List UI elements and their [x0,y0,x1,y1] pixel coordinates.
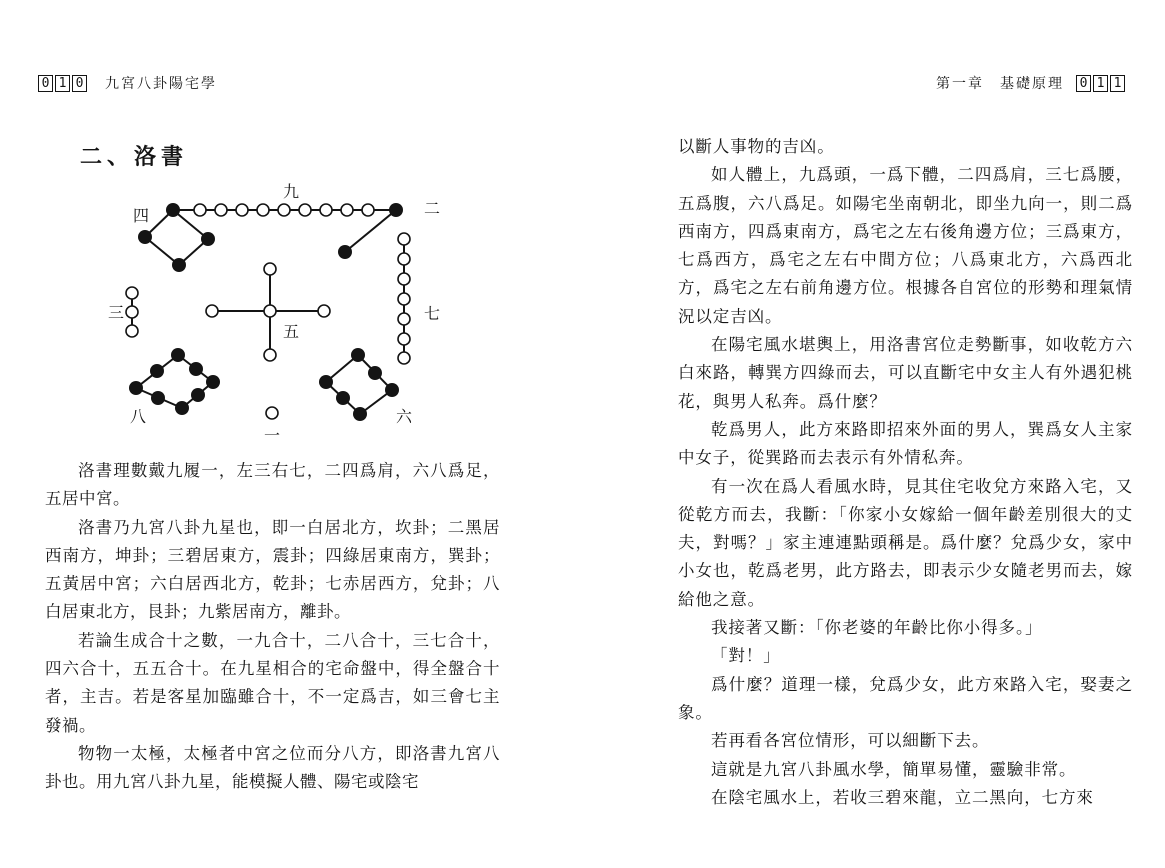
paragraph: 爲什麼？道理一樣，兌爲少女，此方來路入宅，娶妻之象。 [678,674,1133,722]
page-number-digit: 0 [72,75,87,92]
paragraph: 乾爲男人，此方來路即招來外面的男人，巽爲女人主家中女子，從巽路而去表示有外情私奔。 [678,419,1133,468]
page-number-left [38,75,89,92]
paragraph: 這就是九宮八卦風水學，簡單易懂，靈驗非常。 [711,759,1077,779]
label-nine: 九 [283,182,300,201]
page-number-digit: 0 [1076,75,1091,92]
left-body-text [45,457,500,797]
page-number-digit: 1 [55,75,70,92]
paragraph: 以斷人事物的吉凶。 [678,137,835,156]
running-title-right: 第一章 基礎原理 [936,76,1064,92]
right-page [583,0,1165,868]
page-number-right [1076,75,1127,92]
running-title-left: 九宮八卦陽宅學 [105,76,217,92]
right-body-text [678,133,1133,812]
page-number-digit: 1 [1093,75,1108,92]
paragraph: 洛書理數戴九履一，左三右七，二四爲肩，六八爲足，五居中宮。 [45,461,500,509]
paragraph: 物物一太極，太極者中宮之位而分八方，即洛書九宮八卦也。用九宮八卦九星，能模擬人體、陽宅或陰宅 [45,743,500,792]
paragraph: 洛書乃九宮八卦九星也，即一白居北方，坎卦；二黑居西南方，坤卦；三碧居東方，震卦；四綠居東南方，巽卦；五黃居中宮；六白居西北方，乾卦；七赤居西方，兌卦；八白居東北方，艮卦；九紫居南方，離卦。 [45,517,500,622]
label-one: 一 [264,426,281,445]
paragraph: 我接著又斷：「你老婆的年齡比你小得多。」 [711,618,1043,638]
paragraph: 在陰宅風水上，若收三碧來龍，立二黑向，七方來 [711,787,1094,807]
paragraph: 「對！」 [711,646,781,666]
left-page-header [38,73,217,93]
page-number-digit: 0 [38,75,53,92]
label-eight: 八 [130,407,147,426]
luoshu-diagram [100,175,460,445]
paragraph: 如人體上，九爲頭，一爲下體，二四爲肩，三七爲腰，五爲腹，六八爲足。如陽宅坐南朝北，即坐九向一，則二爲西南方，四爲東南方，爲宅之左右後角邊方位；三爲東方，七爲西方，爲宅之左右中間方位；八爲東北方，六爲西北方，爲宅之左右前角邊方位。根據各自宮位的形勢和理氣情況以定吉凶。 [678,165,1133,326]
label-six: 六 [396,407,413,426]
label-seven: 七 [424,304,441,323]
label-three: 三 [108,303,125,322]
section-title: 二、洛書 [80,144,189,170]
paragraph: 若再看各宮位情形，可以細斷下去。 [711,731,990,751]
paragraph: 在陽宅風水堪輿上，用洛書宮位走勢斷事，如收乾方六白來路，轉巽方四綠而去，可以直斷宅中女主人有外遇犯桃花，與男人私奔。爲什麼？ [678,335,1133,411]
page-number-digit: 1 [1110,75,1125,92]
right-page-header [936,73,1127,93]
paragraph: 有一次在爲人看風水時，見其住宅收兌方來路入宅，又從乾方而去，我斷：「你家小女嫁給一個年齡差別很大的丈夫，對嗎？」家主連連點頭稱是。爲什麼？兌爲少女，家中小女也，乾爲老男，此方路去，即表示少女隨老男而去，嫁給他之意。 [678,476,1133,609]
label-two: 二 [424,199,441,218]
left-page [0,0,582,868]
paragraph: 若論生成合十之數，一九合十，二八合十，三七合十，四六合十，五五合十。在九星相合的宅命盤中，得全盤合十者，主吉。若是客星加臨雖合十，不一定爲吉，如三會七主發禍。 [45,630,500,735]
label-four: 四 [133,206,150,225]
label-five: 五 [283,322,300,341]
